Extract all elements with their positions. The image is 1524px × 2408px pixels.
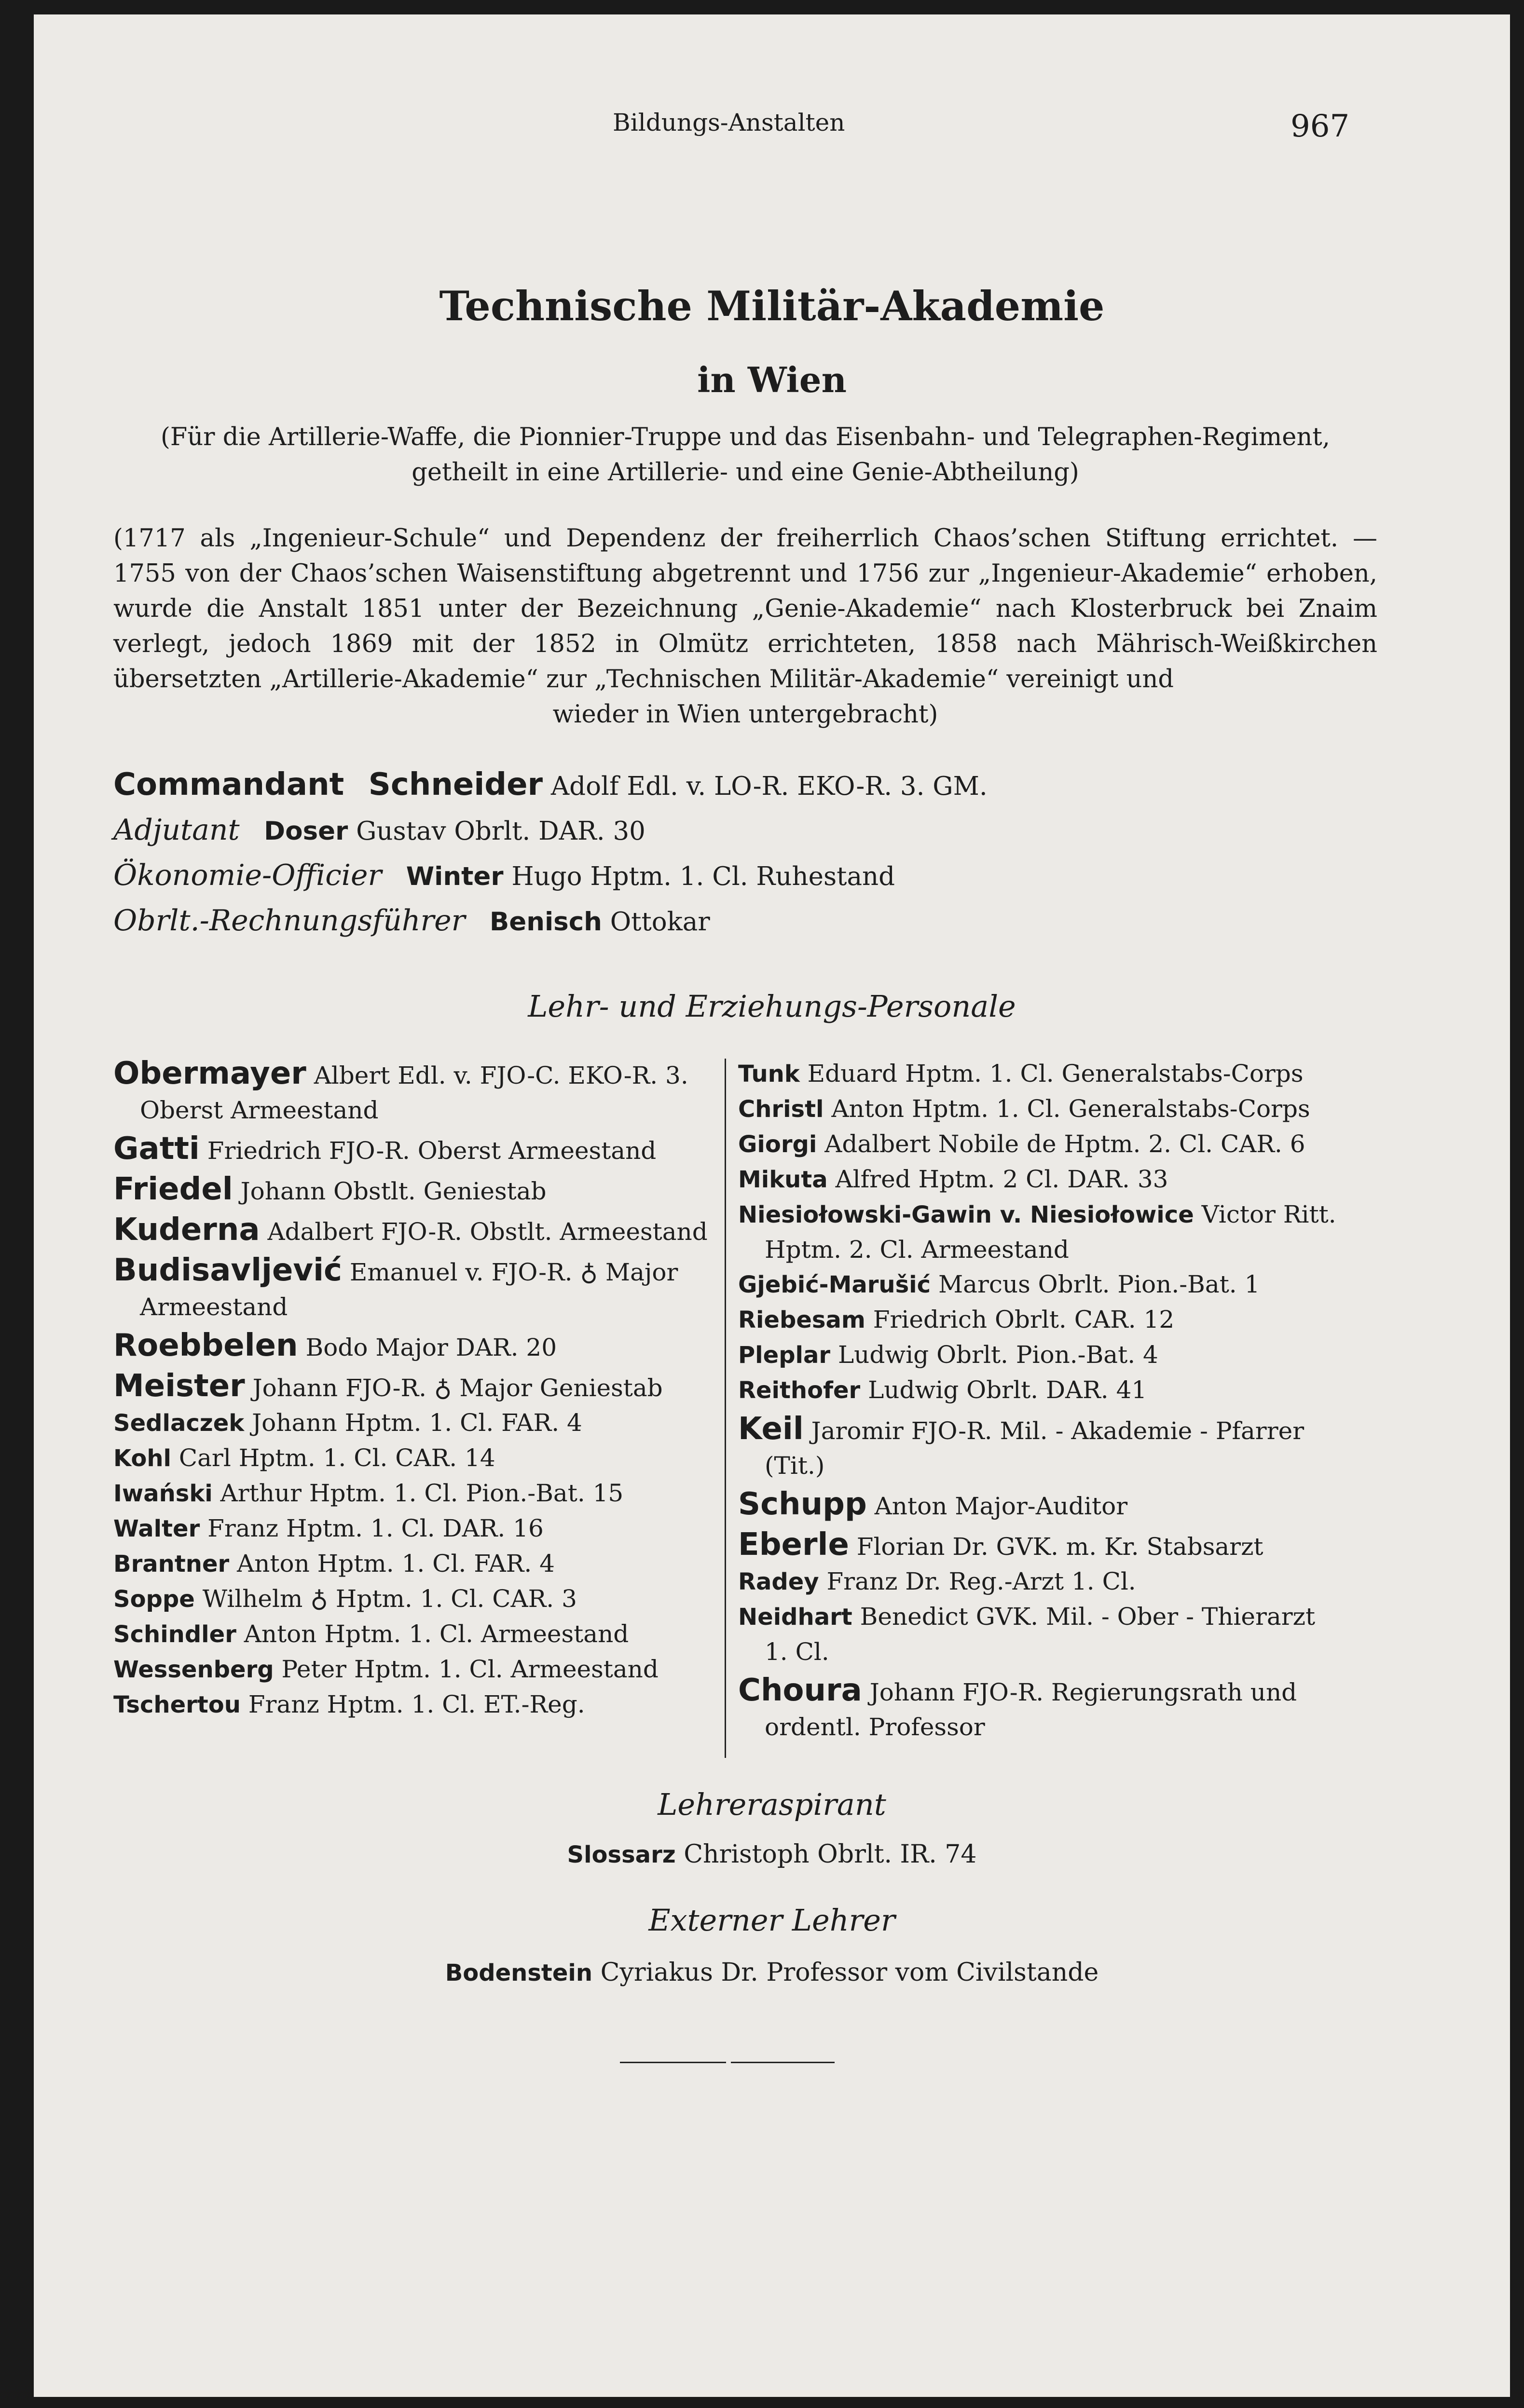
staff-surname: Obermayer (113, 1056, 306, 1091)
staff-details: Albert Edl. v. FJO-C. EKO-R. 3. (314, 1061, 688, 1089)
staff-surname: Sedlaczek (113, 1410, 245, 1437)
staff-entry (113, 1172, 753, 1209)
staff-surname: Pleplar (738, 1342, 831, 1369)
staff-surname: Meister (113, 1368, 245, 1404)
staff-surname: Schupp (738, 1486, 867, 1522)
staff-surname: Kohl (113, 1445, 171, 1472)
staff-surname: Wessenberg (113, 1656, 274, 1683)
staff-entry-continuation: (Tit.) (765, 1452, 825, 1480)
staff-entry (113, 1369, 753, 1405)
staff-surname: Kuderna (113, 1212, 260, 1248)
staff-entry-continuation: Oberst Armeestand (140, 1096, 379, 1124)
staff-entry-continuation: ordentl. Professor (765, 1713, 985, 1741)
staff-entry-continuation: 1. Cl. (765, 1638, 829, 1666)
staff-surname: Iwański (113, 1480, 213, 1507)
staff-surname: Keil (738, 1411, 804, 1447)
staff-details: Anton Hptm. 1. Cl. Armeestand (244, 1620, 629, 1648)
staff-entry (113, 1212, 753, 1249)
staff-surname: Gatti (113, 1131, 200, 1167)
officer-details: Ottokar (610, 907, 710, 937)
staff-entry (738, 1091, 1380, 1127)
document-page (34, 14, 1510, 2397)
staff-entry (738, 1412, 1380, 1448)
staff-surname: Mikuta (738, 1166, 828, 1193)
officer-details: Gustav Obrlt. DAR. 30 (356, 816, 645, 846)
staff-entry (113, 1476, 753, 1511)
staff-surname: Riebesam (738, 1306, 865, 1333)
staff-surname: Neidhart (738, 1604, 852, 1631)
staff-surname: Brantner (113, 1551, 230, 1578)
staff-entry (738, 1673, 1380, 1710)
officer-surname: Benisch (489, 907, 602, 937)
staff-entry-continuation: Hptm. 2. Cl. Armeestand (765, 1236, 1069, 1264)
staff-entry (738, 1527, 1380, 1564)
staff-entry (738, 1337, 1380, 1373)
staff-details: Carl Hptm. 1. Cl. CAR. 14 (178, 1444, 495, 1472)
staff-details: Emanuel v. FJO-R. ♁ Major (349, 1258, 678, 1286)
header-note-line: (Für die Artillerie-Waffe, die Pionnier-Truppe und das Eisenbahn- und Telegraphen-Regiment, (160, 423, 1331, 451)
officer-row (113, 898, 988, 943)
officers-list (113, 762, 988, 943)
header-note (113, 420, 1377, 490)
staff-details: Eduard Hptm. 1. Cl. Generalstabs-Corps (807, 1060, 1304, 1088)
page-title: Technische Militär-Akademie (439, 282, 1105, 330)
staff-surname: Giorgi (738, 1131, 817, 1158)
staff-details: Anton Hptm. 1. Cl. Generalstabs-Corps (831, 1095, 1310, 1123)
staff-details: Ludwig Obrlt. DAR. 41 (868, 1376, 1147, 1404)
staff-details: Benedict GVK. Mil. - Ober - Thierarzt (860, 1603, 1316, 1631)
staff-details: Cyriakus Dr. Professor vom Civilstande (600, 1958, 1099, 1987)
staff-entry (113, 1405, 753, 1441)
staff-details: Franz Hptm. 1. Cl. DAR. 16 (207, 1514, 544, 1542)
staff-surname: Budisavljević (113, 1252, 342, 1288)
staff-entry (738, 1302, 1380, 1337)
staff-entry (738, 1564, 1380, 1599)
staff-entry (738, 1487, 1380, 1524)
staff-entry (113, 1687, 753, 1722)
staff-entry (113, 1056, 753, 1093)
staff-entry (113, 1253, 753, 1290)
officer-surname: Winter (406, 862, 504, 891)
staff-column-left (113, 1056, 753, 1722)
staff-entry (738, 1267, 1380, 1302)
history-paragraph (113, 521, 1377, 732)
page-number: 967 (1291, 109, 1350, 144)
officer-role: Obrlt.-Rechnungsführer (113, 904, 466, 938)
staff-entry (113, 1617, 753, 1652)
staff-surname: Walter (113, 1515, 200, 1542)
officer-details: Adolf Edl. v. LO-R. EKO-R. 3. GM. (550, 772, 988, 801)
external-heading: Externer Lehrer (648, 1903, 895, 1938)
staff-details: Anton Major-Auditor (874, 1492, 1128, 1520)
staff-details: Bodo Major DAR. 20 (305, 1333, 557, 1361)
staff-details: Victor Ritt. (1201, 1200, 1336, 1228)
staff-surname: Friedel (113, 1171, 233, 1207)
officer-row (113, 853, 988, 898)
staff-details: Franz Dr. Reg.-Arzt 1. Cl. (826, 1567, 1136, 1595)
staff-surname: Christl (738, 1096, 824, 1123)
staff-surname: Eberle (738, 1527, 849, 1563)
staff-entry (113, 1328, 753, 1365)
staff-details: Anton Hptm. 1. Cl. FAR. 4 (237, 1550, 555, 1578)
staff-surname: Choura (738, 1673, 862, 1708)
staff-entry (738, 1127, 1380, 1162)
staff-details: Florian Dr. GVK. m. Kr. Stabsarzt (856, 1533, 1263, 1561)
staff-details: Arthur Hptm. 1. Cl. Pion.-Bat. 15 (220, 1479, 624, 1507)
staff-surname: Slossarz (567, 1841, 676, 1868)
staff-details: Alfred Hptm. 2 Cl. DAR. 33 (835, 1165, 1168, 1193)
external-entry (34, 1958, 1510, 1987)
staff-details: Marcus Obrlt. Pion.-Bat. 1 (938, 1270, 1260, 1298)
officer-role: Commandant (113, 767, 344, 803)
history-last-line: wieder in Wien untergebracht) (552, 700, 938, 729)
page-subtitle: in Wien (697, 359, 847, 400)
staff-entry (113, 1581, 753, 1617)
staff-surname: Bodenstein (445, 1959, 593, 1986)
aspirant-entry (34, 1840, 1510, 1869)
staff-entry-continuation: Armeestand (140, 1293, 288, 1321)
staff-column-right (738, 1056, 1380, 1744)
aspirant-heading: Lehreraspirant (658, 1787, 886, 1822)
staff-surname: Tschertou (113, 1691, 241, 1718)
officer-row (113, 762, 988, 807)
staff-entry (738, 1197, 1380, 1232)
history-text: (1717 als „Ingenieur-Schule“ und Dependenz der freiherrlich Chaos’schen Stiftung errichtet. — 1755 von der Chaos’schen Waisenstiftung abgetrennt und 1756 zur „Ingenieur-Akademie“ erhoben, wurde die Anstalt 1851 unter der Bezeichnung „Genie-Akademie“ nach Klosterbruck bei Znaim verlegt, jedoch 1869 mit der 1852 in Olmütz errichteten, 1858 nach Mährisch-Weißkirchen übersetzten „Artillerie-Akademie“ zur „Technischen Militär-Akademie“ vereinigt und (113, 524, 1377, 694)
staff-details: Adalbert FJO-R. Obstlt. Armeestand (267, 1218, 708, 1246)
staff-details: Johann FJO-R. Regierungsrath und (869, 1678, 1297, 1706)
staff-details: Johann FJO-R. ♁ Major Geniestab (252, 1374, 663, 1402)
end-rule (620, 2062, 726, 2063)
staff-entry (113, 1441, 753, 1476)
staff-heading: Lehr- und Erziehungs-Personale (528, 989, 1016, 1024)
officer-row (113, 807, 988, 853)
staff-surname: Soppe (113, 1586, 195, 1613)
staff-details: Friedrich FJO-R. Oberst Armeestand (207, 1137, 657, 1165)
staff-details: Johann Obstlt. Geniestab (240, 1177, 547, 1205)
officer-details: Hugo Hptm. 1. Cl. Ruhestand (511, 862, 895, 891)
staff-entry (738, 1599, 1380, 1634)
staff-details: Franz Hptm. 1. Cl. ET.-Reg. (248, 1690, 585, 1718)
staff-details: Jaromir FJO-R. Mil. - Akademie - Pfarrer (811, 1417, 1304, 1445)
staff-details: Johann Hptm. 1. Cl. FAR. 4 (252, 1409, 582, 1437)
staff-surname: Tunk (738, 1061, 800, 1088)
officer-role: Adjutant (113, 813, 240, 847)
officer-role: Ökonomie-Officier (113, 858, 382, 892)
staff-details: Peter Hptm. 1. Cl. Armeestand (281, 1655, 659, 1683)
officer-surname: Doser (264, 816, 348, 846)
staff-entry (113, 1652, 753, 1687)
staff-entry (738, 1373, 1380, 1408)
staff-surname: Reithofer (738, 1377, 861, 1404)
staff-surname: Roebbelen (113, 1328, 298, 1363)
staff-entry (738, 1056, 1380, 1091)
officer-surname: Schneider (368, 767, 543, 803)
staff-surname: Radey (738, 1568, 819, 1595)
staff-details: Ludwig Obrlt. Pion.-Bat. 4 (838, 1341, 1158, 1369)
staff-entry (738, 1162, 1380, 1197)
staff-details: Friedrich Obrlt. CAR. 12 (873, 1306, 1175, 1333)
staff-surname: Gjebić-Marušić (738, 1271, 931, 1298)
staff-entry (113, 1131, 753, 1168)
header-note-line: getheilt in eine Artillerie- und eine Genie-Abtheilung) (412, 458, 1079, 487)
staff-surname: Niesiołowski-Gawin v. Niesiołowice (738, 1201, 1194, 1228)
staff-entry (113, 1511, 753, 1546)
end-rule (731, 2062, 835, 2063)
staff-details: Christoph Obrlt. IR. 74 (684, 1840, 977, 1869)
staff-entry (113, 1546, 753, 1581)
staff-surname: Schindler (113, 1621, 236, 1648)
running-title: Bildungs-Anstalten (613, 109, 845, 136)
staff-details: Wilhelm ♁ Hptm. 1. Cl. CAR. 3 (202, 1585, 577, 1613)
staff-details: Adalbert Nobile de Hptm. 2. Cl. CAR. 6 (824, 1130, 1305, 1158)
